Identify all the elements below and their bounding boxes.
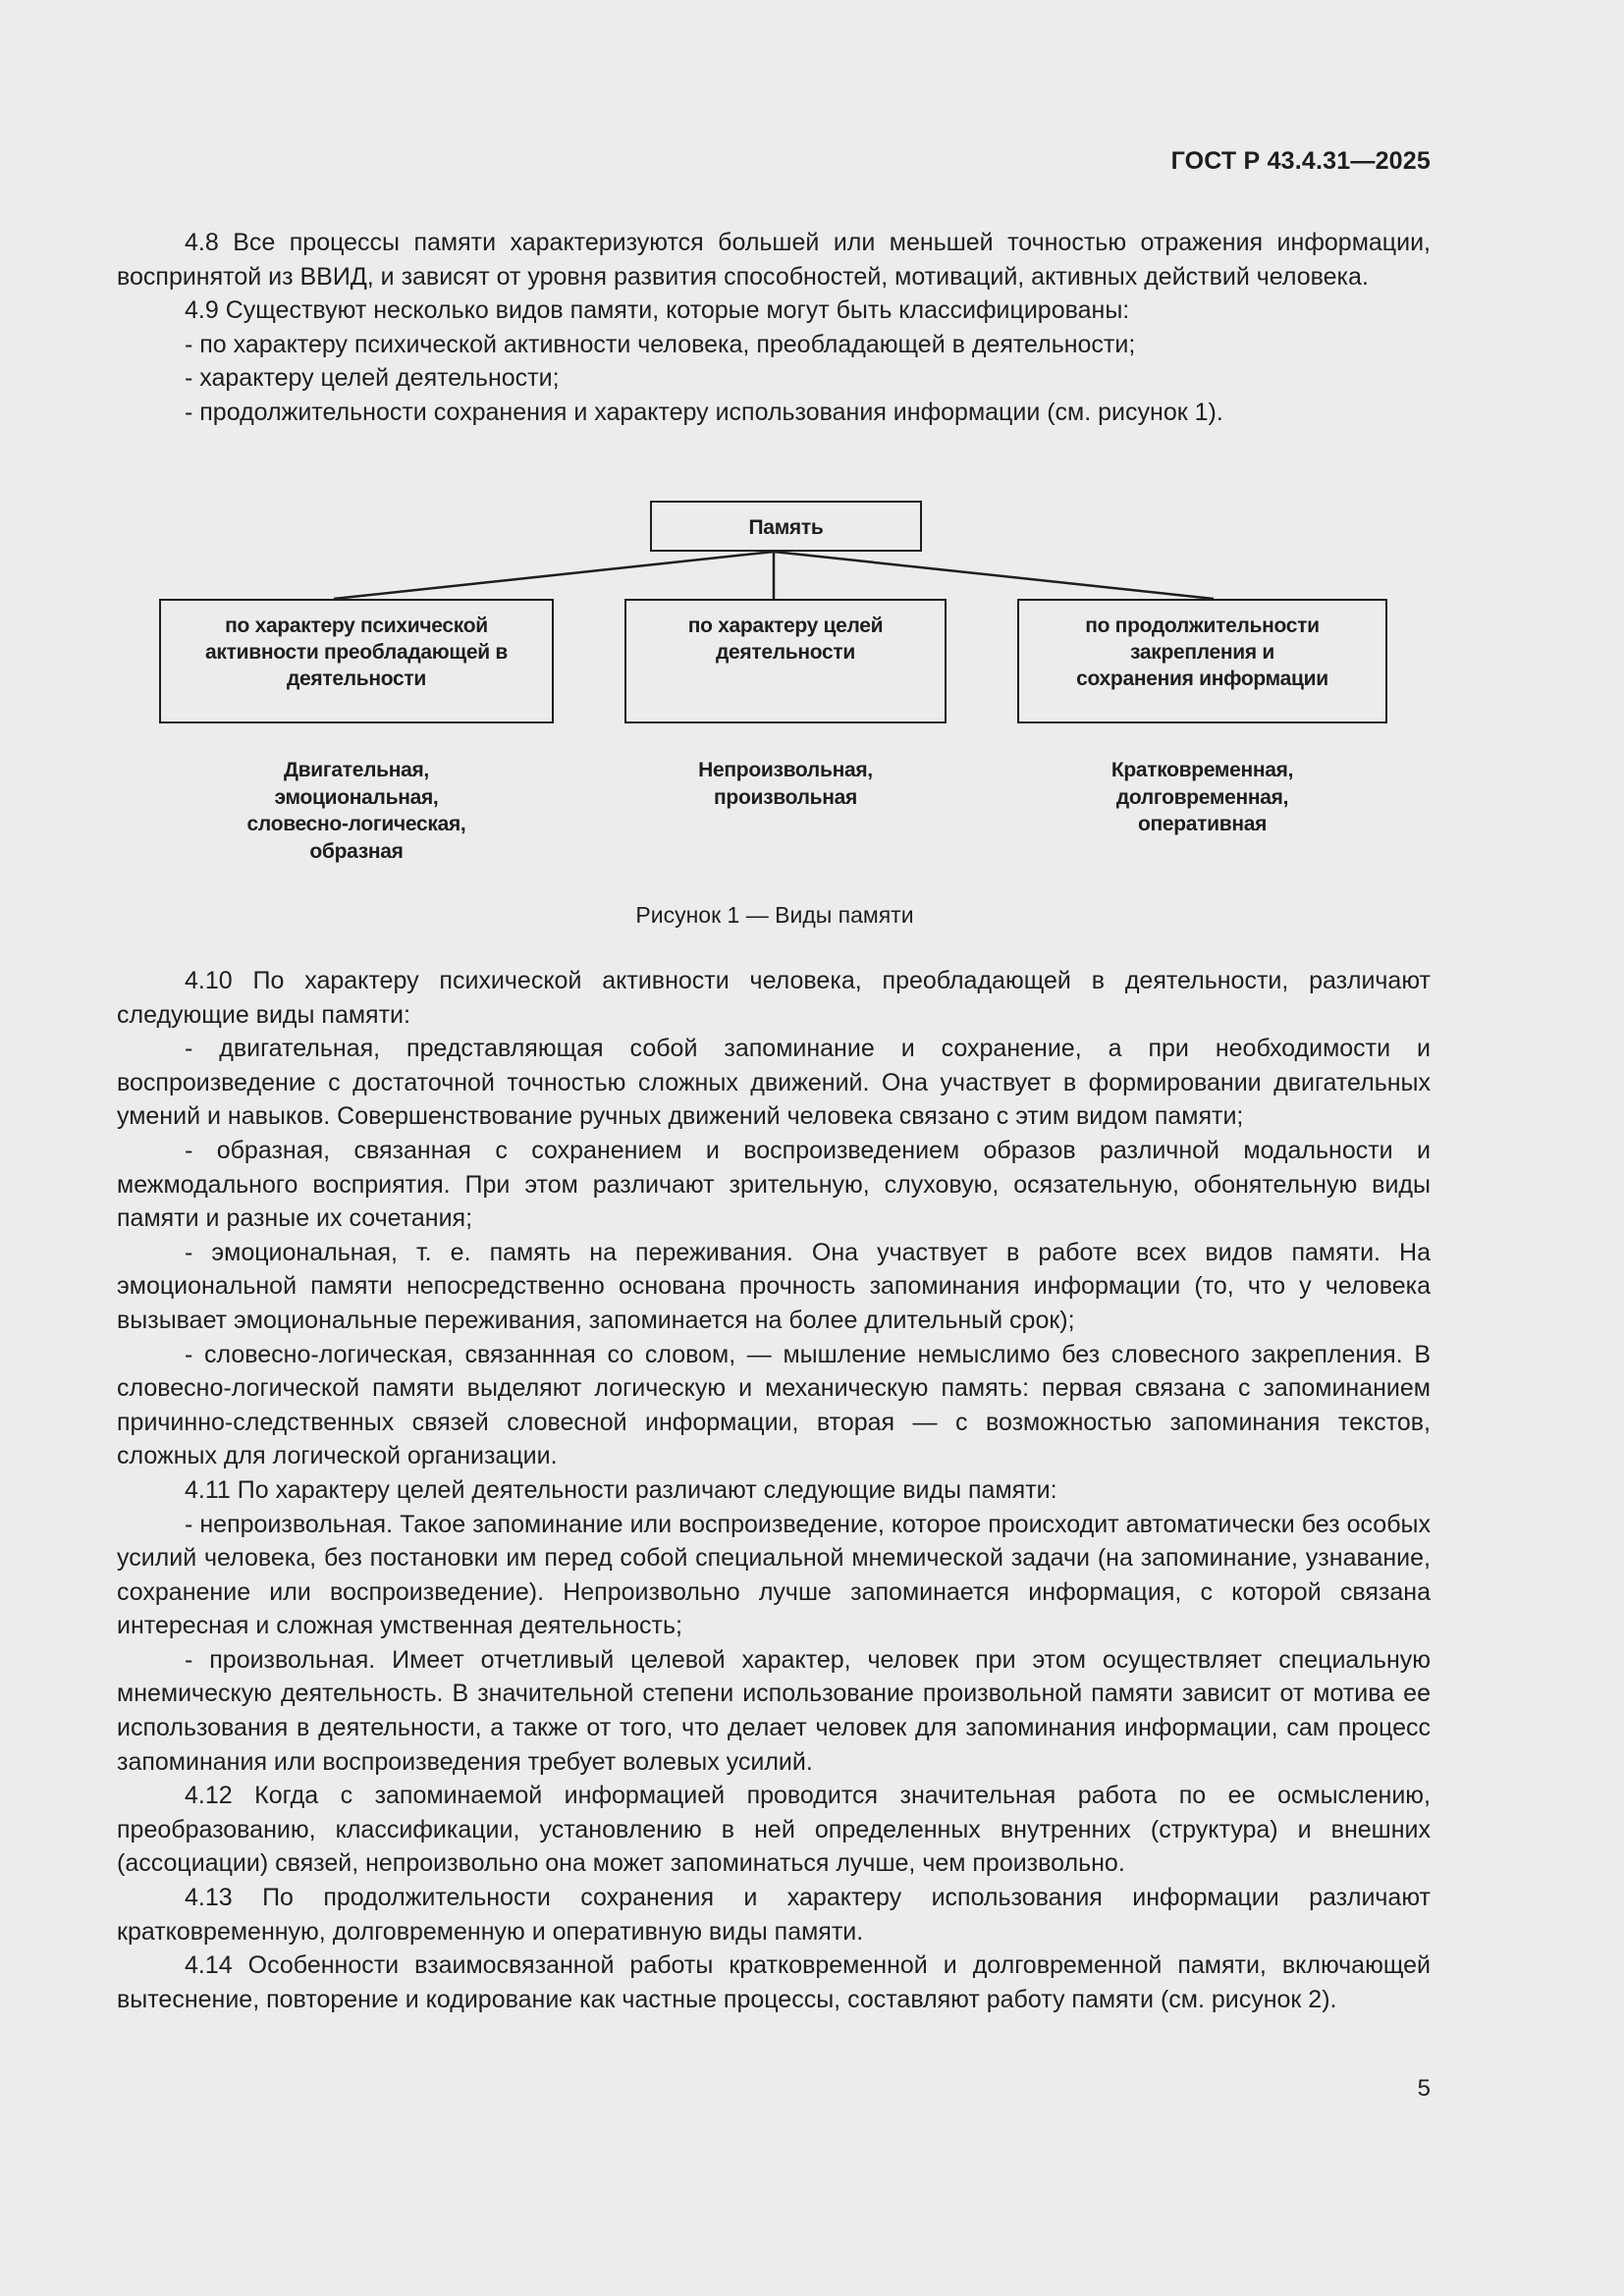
diagram-category-label: по продолжительности закрепления и сохранения информации: [1076, 614, 1328, 690]
paragraph-4-8: 4.8 Все процессы памяти характеризуются большей или меньшей точностью отражения информации, воспринятой из ВВИД, и зависят от уровня развития способностей, мотиваций, активных действий человека.: [117, 229, 1431, 291]
diagram-root-box: [650, 501, 922, 552]
page-number: 5: [1417, 2075, 1431, 2102]
figure-1-memory-types-diagram: [0, 0, 1624, 928]
connector-line-c: [774, 552, 1214, 599]
list-item: - образная, связанная с сохранением и воспроизведением образов различной модальности и межмодального восприятия. При этом различают зрительную, слуховую, осязательную, обонятельную виды памяти и разные их сочетания;: [117, 1136, 1431, 1233]
diagram-category-label: по характеру целей деятельности: [687, 614, 884, 664]
diagram-memory-types: Двигательная, эмоциональная, словесно-логическая, образная: [246, 759, 466, 863]
list-item: - словесно-логическая, связаннная со словом, — мышление немыслимо без словесного закрепления. В словесно-логической памяти выделяют логическую и механическую память: первая связана с запоминанием причинно-следственных связей словесной информации, вторая — с возможностью запоминания текстов, сложных для логической организации.: [117, 1340, 1431, 1470]
paragraph-4-13: 4.13 По продолжительности сохранения и характеру использования информации различают кратковременную, долговременную и оперативную виды памяти.: [117, 1884, 1431, 1946]
list-item: - характеру целей деятельности;: [185, 364, 560, 393]
paragraph-4-12: 4.12 Когда с запоминаемой информацией проводится значительная работа по ее осмыслению, преобразованию, классификации, установлению в ней определенных внутренних (структура) и внешних (ассоциации) связей, непроизвольно она может запоминаться лучше, чем произвольно.: [117, 1782, 1431, 1878]
list-item: - непроизвольная. Такое запоминание или воспроизведение, которое происходит автоматически без особых усилий человека, без постановки им перед собой специальной мнемической задачи (на запоминание, узнавание, сохранение или воспроизведение). Непроизвольно лучше запоминается информация, с которой связана интересная и сложная умственная деятельность;: [117, 1510, 1431, 1640]
diagram-category-box: [159, 599, 554, 723]
paragraph-4-14: 4.14 Особенности взаимосвязанной работы кратковременной и долговременной памяти, включающей вытеснение, повторение и кодирование как частные процессы, составляют работу памяти (см. рисунок 2).: [117, 1951, 1431, 2013]
paragraph-4-11: 4.11 По характеру целей деятельности различают следующие виды памяти:: [185, 1475, 1057, 1504]
list-item: - по характеру психической активности человека, преобладающей в деятельности;: [185, 330, 1136, 358]
paragraph-4-9: 4.9 Существуют несколько видов памяти, которые могут быть классифицированы:: [185, 296, 1130, 325]
list-item: - двигательная, представляющая собой запоминание и сохранение, а при необходимости и воспроизведение с достаточной точностью сложных движений. Она участвует в формировании двигательных умений и навыков. Совершенствование ручных движений человека связано с этим видом памяти;: [117, 1035, 1431, 1131]
connector-line-a: [334, 552, 774, 599]
connector-lines: [0, 0, 1624, 883]
document-code-header: ГОСТ Р 43.4.31—2025: [1170, 147, 1431, 175]
list-item: - продолжительности сохранения и характеру использования информации (см. рисунок 1).: [185, 398, 1223, 426]
body-section: [117, 964, 1431, 2016]
figure-caption: Рисунок 1 — Виды памяти: [635, 902, 914, 928]
diagram-root-label: Память: [748, 516, 824, 539]
list-item: - произвольная. Имеет отчетливый целевой характер, человек при этом осуществляет специальную мнемическую деятельность. В значительной степени использование произвольной памяти зависит от мотива ее использования в деятельности, а также от того, что делает человек для запоминания информации, сам процесс запоминания или воспроизведения требует волевых усилий.: [117, 1645, 1431, 1776]
diagram-category-box: [624, 599, 947, 723]
list-item: - эмоциональная, т. е. память на переживания. Она участвует в работе всех видов памяти. На эмоциональной памяти непосредственно основана прочность запоминания информации (то, что у человека вызывает эмоциональные переживания, запоминается на более длительный срок);: [117, 1238, 1431, 1334]
diagram-category-box: [1017, 599, 1387, 723]
diagram-memory-types: Кратковременная, долговременная, оперативная: [1110, 759, 1294, 835]
intro-section: [117, 226, 1431, 430]
paragraph-4-10: 4.10 По характеру психической активности человека, преобладающей в деятельности, различают следующие виды памяти:: [117, 967, 1431, 1029]
diagram-memory-types: Непроизвольная, произвольная: [698, 759, 873, 809]
diagram-category-label: по характеру психической активности преобладающей в деятельности: [205, 614, 508, 690]
